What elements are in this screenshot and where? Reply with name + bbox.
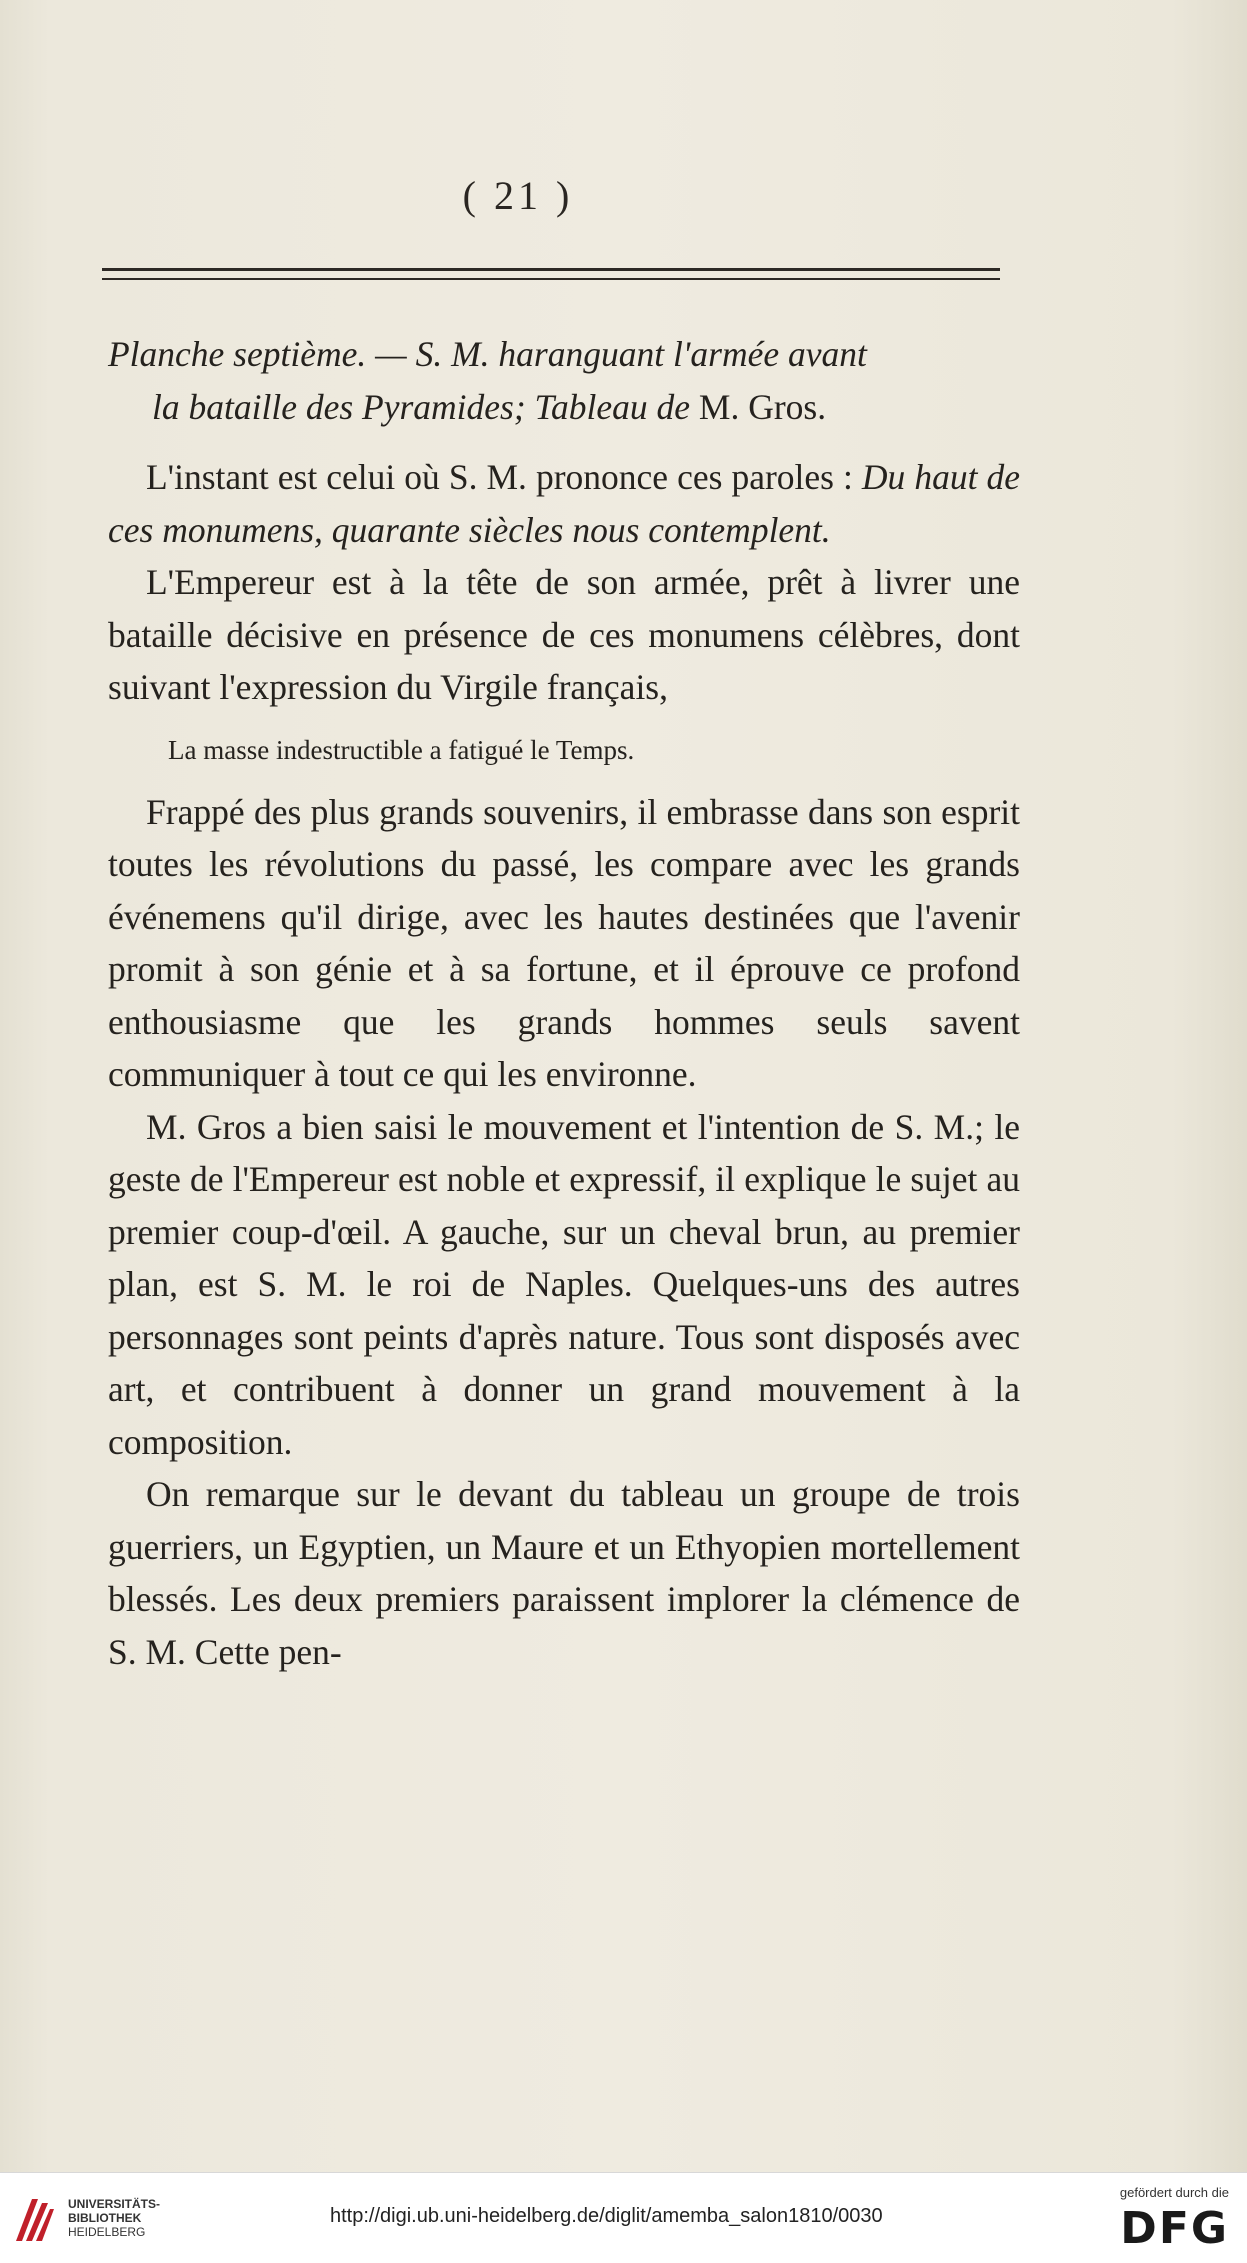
library-logo-icon bbox=[12, 2193, 56, 2245]
heading-line-2-prefix: la bataille des Pyramides; Tableau de bbox=[152, 386, 699, 427]
paragraph-warriors: On remarque sur le devant du tableau un groupe de trois guerriers, un Egyptien, un Maure et un Ethyopien mortellement blessés. Les deux premiers paraissent implorer la clémence de S. M. Cette pen- bbox=[108, 1474, 1020, 1672]
page-body bbox=[108, 328, 1020, 1678]
paragraph-gros: M. Gros a bien saisi le mouvement et l'intention de S. M.; le geste de l'Empereur est noble et expressif, il explique le sujet au premier coup-d'œil. A gauche, sur un cheval brun, au premier plan, est S. M. le roi de Naples. Quelques-uns des autres personnages sont peints d'après nature. Tous sont disposés avec art, et contribuent à donner un grand mouvement à la composition. bbox=[108, 1106, 1020, 1462]
dfg-logo: DFG bbox=[1120, 2203, 1229, 2254]
heading-line-2 bbox=[108, 381, 1020, 434]
funded-by-label: gefördert durch die bbox=[1119, 2185, 1229, 2200]
paragraph-souvenirs: Frappé des plus grands souvenirs, il embrasse dans son esprit toutes les révolutions du passé, les compare avec les grands événemens qu'il dirige, avec les hautes destinées que l'avenir promit à son génie et à sa fortune, et il éprouve ce profond enthousiasme que les grands hommes seuls savent communiquer à tout ce qui les environne. bbox=[108, 791, 1020, 1094]
painter-name: M. Gros. bbox=[698, 386, 827, 427]
library-name-line-2: BIBLIOTHEK bbox=[68, 2211, 142, 2225]
library-name-line-3: HEIDELBERG bbox=[68, 2225, 146, 2239]
quotation: Du haut de ces monumens, quarante siècles nous contemplent. bbox=[108, 457, 1020, 550]
library-name bbox=[68, 2197, 160, 2239]
plate-heading bbox=[108, 328, 1020, 433]
paragraph-emperor: L'Empereur est à la tête de son armée, prêt à livrer une bataille décisive en présence de ces monumens célèbres, dont suivant l'expression du Virgile français, bbox=[108, 562, 1020, 707]
footer-bar bbox=[0, 2172, 1247, 2263]
library-name-line-1: UNIVERSITÄTS- bbox=[68, 2197, 161, 2211]
verse-line: La masse indestructible a fatigué le Temps. bbox=[168, 734, 635, 765]
permalink-url[interactable]: http://digi.ub.uni-heidelberg.de/diglit/amemba_salon1810/0030 bbox=[330, 2205, 883, 2227]
paragraph-quote-lead: L'instant est celui où S. M. prononce ces paroles : bbox=[146, 457, 862, 497]
paragraph-quote bbox=[108, 451, 1020, 556]
heading-line-1: Planche septième. — S. M. haranguant l'armée avant bbox=[108, 334, 867, 374]
header-rule-thin bbox=[102, 278, 1000, 280]
page-number: ( 21 ) bbox=[462, 173, 574, 218]
header-rule bbox=[102, 268, 1000, 271]
